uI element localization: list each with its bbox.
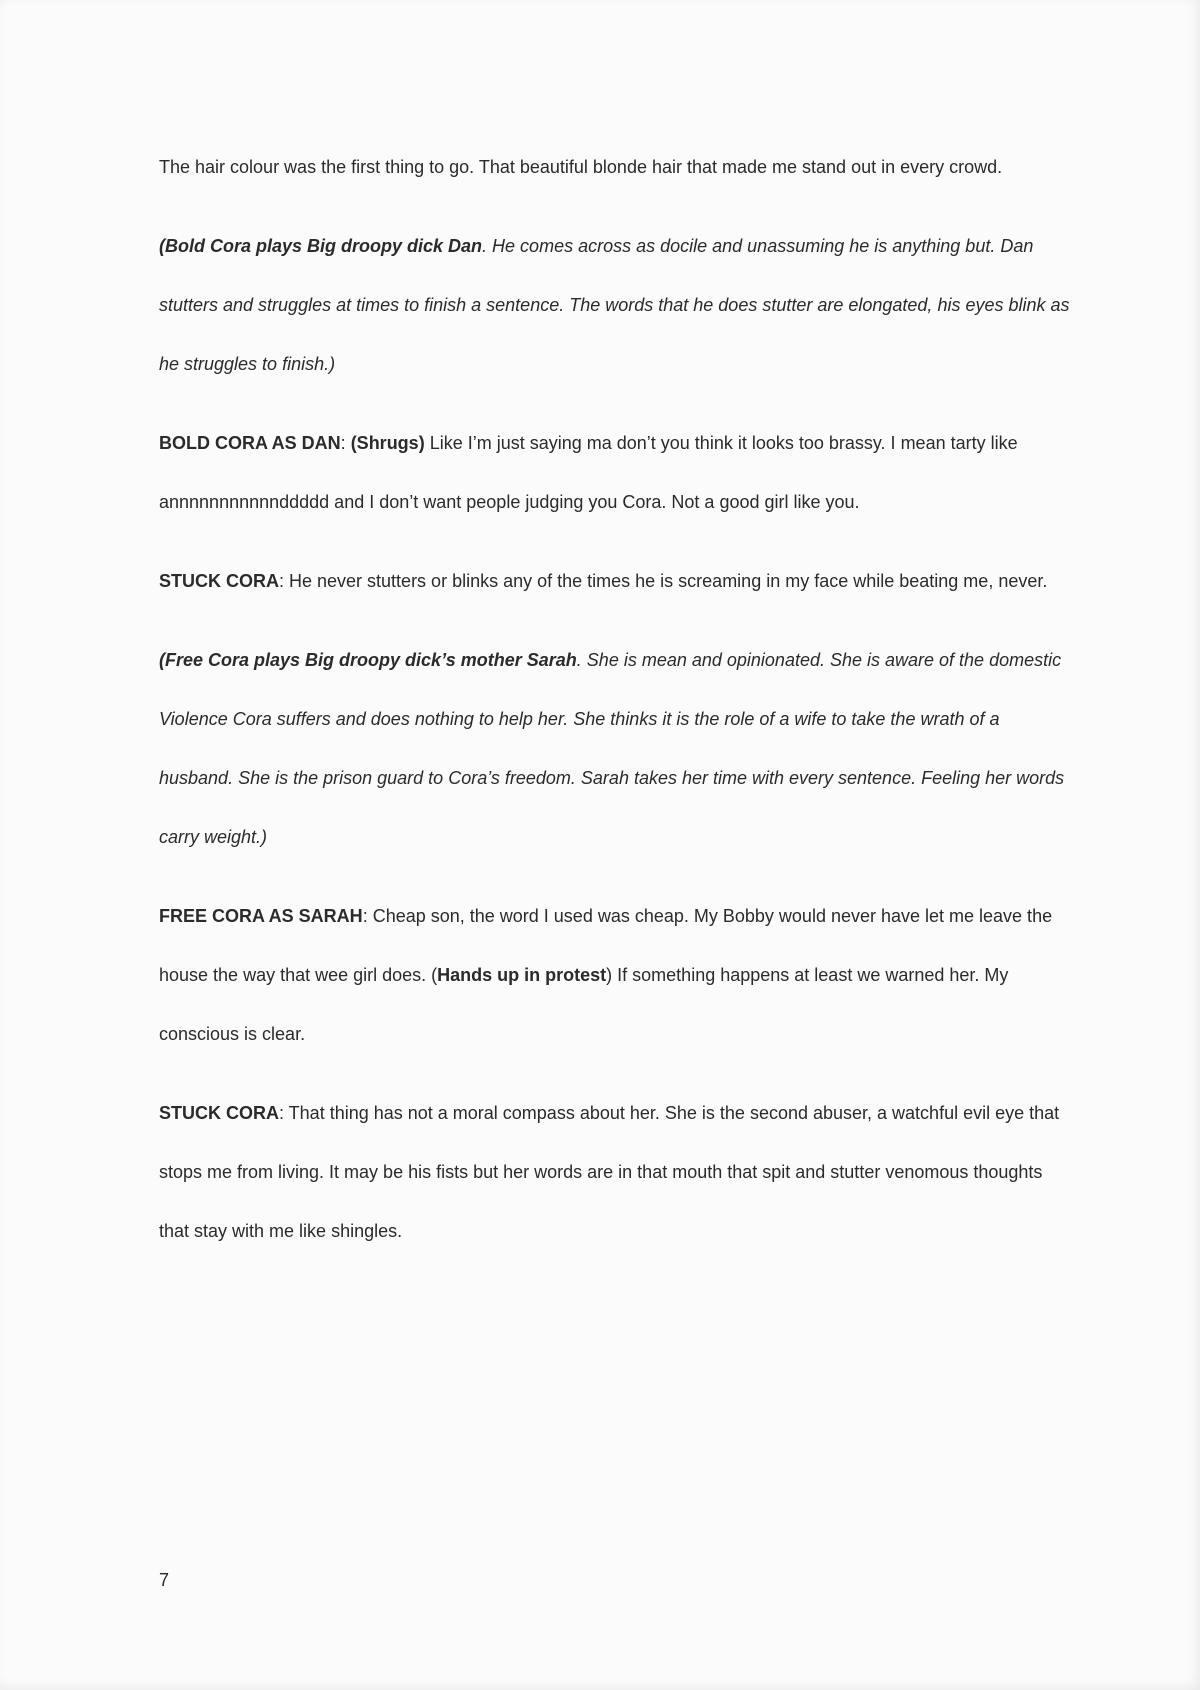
stage-direction-sarah (159, 631, 1075, 867)
speaker-name: STUCK CORA (159, 1103, 279, 1123)
dialogue-stuck-cora-2 (159, 1084, 1075, 1261)
speaker-name: FREE CORA AS SARAH (159, 906, 363, 926)
speaker-name: STUCK CORA (159, 571, 279, 591)
narration-paragraph (159, 138, 1075, 197)
page-number: 7 (159, 1570, 170, 1590)
stage-direction-text: . He comes across as docile and unassuming he is anything but. Dan stutters and struggles at times to finish a sentence. The words that he does stutter are elongated, his eyes blink as he struggles to finish.) (159, 236, 1070, 374)
inline-direction: (Shrugs) (350, 433, 425, 453)
speaker-separator: : (340, 433, 351, 453)
dialogue-text-continued: ) If something happens at least we warned her. My conscious is clear. (159, 965, 1009, 1044)
stage-direction-lead: (Bold Cora plays Big droopy dick Dan (159, 236, 483, 256)
dialogue-text: : He never stutters or blinks any of the times he is screaming in my face while beating me, never. (279, 571, 1048, 591)
dialogue-free-cora-as-sarah (159, 887, 1075, 1064)
dialogue-bold-cora-as-dan (159, 414, 1075, 532)
dialogue-text: : Cheap son, the word I used was cheap. My Bobby would never have let me leave the house the way that wee girl does. ( (159, 906, 1053, 985)
dialogue-text: : That thing has not a moral compass about her. She is the second abuser, a watchful evil eye that stops me from living. It may be his fists but her words are in that mouth that spit and stutter venomous thoughts that stay with me like shingles. (159, 1103, 1060, 1241)
page-body (159, 138, 1075, 1281)
stage-direction-dan (159, 217, 1075, 394)
stage-direction-lead: (Free Cora plays Big droopy dick’s mother Sarah (159, 650, 577, 670)
dialogue-stuck-cora-1 (159, 552, 1075, 611)
narration-text: The hair colour was the first thing to go. That beautiful blonde hair that made me stand out in every crowd. (159, 157, 1003, 177)
inline-direction: Hands up in protest (437, 965, 607, 985)
stage-direction-text: . She is mean and opinionated. She is aware of the domestic Violence Cora suffers and does nothing to help her. She thinks it is the role of a wife to take the wrath of a husband. She is the prison guard to Cora’s freedom. Sarah takes her time with every sentence. Feeling her words carry weight.) (159, 650, 1065, 847)
dialogue-text: Like I’m just saying ma don’t you think it looks too brassy. I mean tarty like annnnnnnnnnnddddd and I don’t want people judging you Cora. Not a good girl like you. (159, 433, 1018, 512)
speaker-name: BOLD CORA AS DAN (159, 433, 341, 453)
